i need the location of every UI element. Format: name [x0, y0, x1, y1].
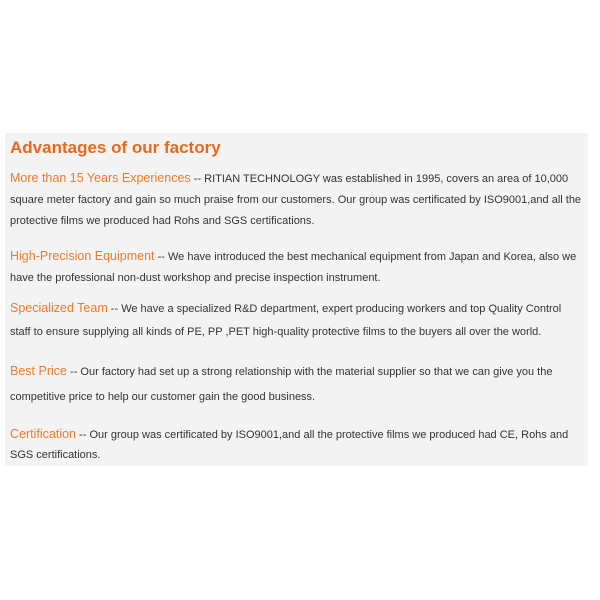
advantage-separator: --: [190, 173, 205, 185]
advantages-panel: [5, 133, 588, 466]
advantage-text: RITIAN TECHNOLOGY was established in 1995, covers an area of 10,000 square meter factory and gain so much praise from our customers. Our group was certificated by ISO9001,and all the protective films we produced had Rohs and SGS certifications.: [10, 173, 582, 227]
advantage-item-experience: [10, 168, 582, 232]
advantage-separator: --: [154, 251, 168, 263]
advantage-heading: More than 15 Years Experiences: [10, 171, 191, 185]
advantage-text: We have a specialized R&D department, expert producing workers and top Quality Control staff to ensure supplying all kinds of PE, PP ,PET high-quality protective films to the buyers all over the world.: [10, 303, 562, 338]
advantage-item-equipment: [10, 246, 582, 289]
advantage-separator: --: [66, 366, 81, 378]
advantage-separator: --: [107, 303, 122, 315]
advantage-text: Our group was certificated by ISO9001,and all the protective films we produced had CE, Rohs and SGS certifications.: [10, 429, 569, 461]
advantage-heading: Specialized Team: [10, 301, 108, 315]
advantage-item-price: [10, 359, 582, 410]
advantage-heading: Best Price: [10, 364, 67, 378]
advantage-text: Our factory had set up a strong relationship with the material supplier so that we can give you the competitive price to help our customer gain the good business.: [10, 366, 553, 403]
advantage-heading: High-Precision Equipment: [10, 249, 155, 263]
advantage-item-certification: [10, 424, 582, 465]
advantage-separator: --: [76, 429, 90, 441]
section-title: Advantages of our factory: [10, 138, 221, 157]
advantage-heading: Certification: [10, 427, 76, 441]
advantage-item-team: [10, 297, 582, 344]
advantage-text: We have introduced the best mechanical equipment from Japan and Korea, also we have the professional non-dust workshop and precise inspection instrument.: [10, 251, 577, 284]
